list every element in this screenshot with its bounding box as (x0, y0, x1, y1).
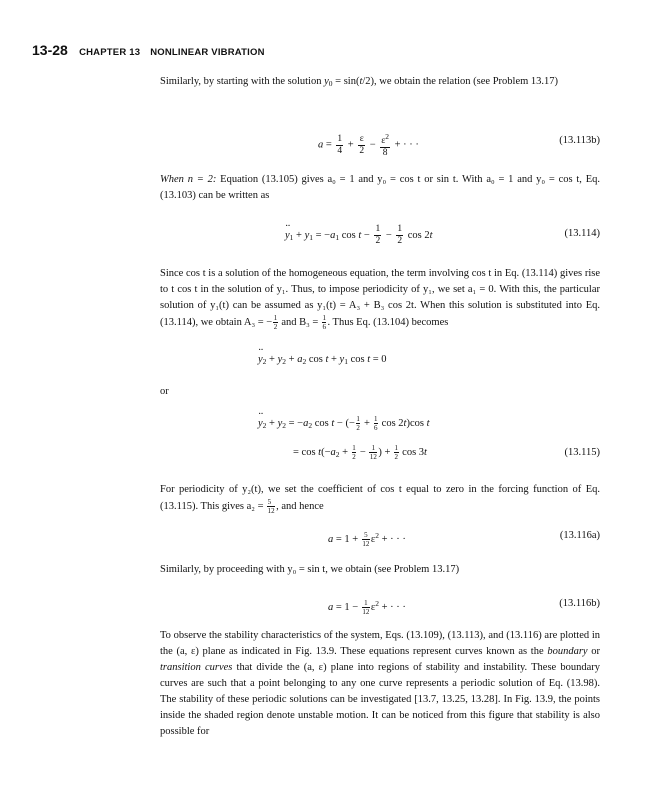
equation-number: (13.115) (564, 447, 600, 458)
equation-number: (13.113b) (559, 135, 600, 146)
paragraph-stability: To observe the stability characteristics of the system, Eqs. (13.109), (13.113), and (13.116) are plotted in the (a, ε) plane as indicated in Fig. 13.9. These equations represent curves known as the boundary or transition curves that divide the (a, ε) plane into regions of stability and instability. These boundary curves are such that a point belonging to any one curve represents a periodic solution of Eq. (13.98). The stability of these periodic solutions can be investigated [13.7, 13.25, 13.28]. In Fig. 13.9, the points inside the shaded region denote unstable motion. It can be noticed from this figure that stability is also possible for (160, 630, 600, 737)
equation-13-116a: a = 1 + $\frac{5}{12}$ $\varepsilon^2$ + · · · (13.116a) (160, 526, 600, 546)
equation-number: (13.114) (564, 228, 600, 239)
equation-number: (13.116a) (559, 530, 600, 541)
paragraph-sin-t: Similarly, by proceeding with y₀ = sin t, we obtain (see Problem 13.17) (160, 564, 460, 575)
or-connector: or (160, 386, 169, 397)
paragraph-periodicity-y2: For periodicity of y₂(t), we set the coefficient of cos t equal to zero in the forcing function of Eq. (13.115). This gives a₂ = $\frac{5}{12}$ , and hence (160, 484, 600, 515)
running-header (32, 42, 275, 59)
paragraph-intro-113b: Similarly, by starting with the solution $y_0 = \sin(t/2)$, we obtain the relation (see Problem 13.17) (160, 76, 559, 88)
equation-number: (13.116b) (559, 598, 600, 609)
equation-13-116b: a = 1 − $\frac{1}{12}$ $\varepsilon^2$ + · · · (13.116b) (160, 594, 600, 614)
chapter-label: CHAPTER 13 NONLINEAR VIBRATION (79, 47, 265, 58)
equation-13-113b: a = $\frac{1}{4}$ + $\frac{\varepsilon}{2}$ − $\frac{\varepsilon^2}{8}$ + · · · (13.113b) (318, 132, 600, 158)
paragraph-periodicity-y1: Since cos t is a solution of the homogeneous equation, the term involving cos t in Eq. (13.114) gives rise to t cos t in the solution of y₁. Thus, to impose periodicity of y₁, we set a₁ = 0. With this, the particular solution of y₁(t) can be assumed as y₁(t) = A₃ + B₃ cos 2t. When this solution is substituted into Eq. (13.114), we obtain A₃ = − $\frac{1}{2}$ and B₃ = $\frac{1}{6}$ . Thus Eq. (13.104) becomes (160, 268, 600, 331)
page-number: 13-28 (32, 42, 68, 58)
equation-13-115-line2: = $\cos t(-a_2$ + $\frac{1}{2}$ − $\frac{1}{12}$ ) + $\frac{1}{2}$ cos 3t (13.115) (293, 444, 600, 462)
equation-13-115-line1: ·· $y_2 + y_2 = -a_2$ cos t − (− $\frac{1}{2}$ + $\frac{1}{6}$ cos 2t)cos t (160, 414, 600, 434)
equation-13-114: ·· $y_1 + y_1 = -a_1$ cos t − $\frac{1}{2}$ − $\frac{1}{2}$ cos 2t (13.114) (160, 224, 600, 244)
equation-y2-forcing: ·· $y_2 + y_2 + a_2$ $\cos t + y_1$ cos t = 0 (160, 350, 600, 370)
paragraph-n-equals-2: When n = 2: Equation (13.105) gives a₀ = 1 and y₀ = cos t or sin t. With a₀ = 1 and y₀ = cos t, Eq. (13.103) can be written as (160, 174, 600, 201)
